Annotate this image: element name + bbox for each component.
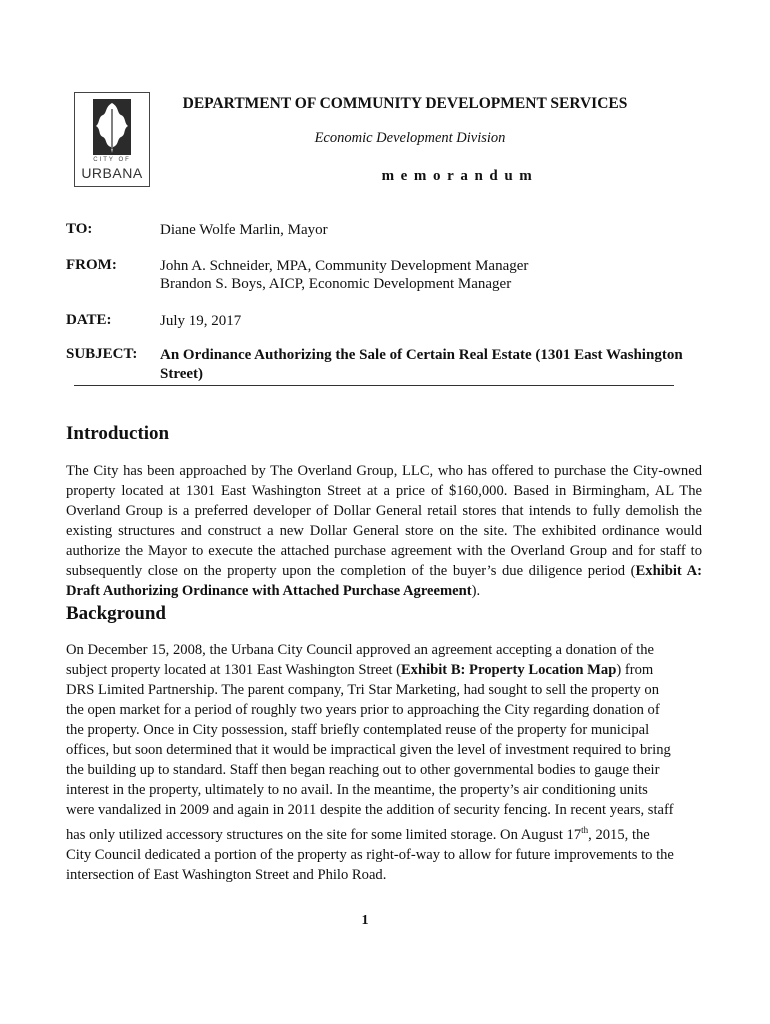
introduction-heading: Introduction <box>66 423 170 444</box>
from-line-2: Brandon S. Boys, AICP, Economic Development Manager <box>160 276 512 292</box>
date-label: DATE: <box>66 312 112 328</box>
division-title: Economic Development Division <box>314 130 506 146</box>
background-line: interest in the property, ultimately to no avail. In the meantime, the property’s air conditioning units <box>66 782 648 798</box>
background-line: has only utilized accessory structures on the site for some limited storage. On August 17th, 2015, the <box>66 825 650 843</box>
to-value: Diane Wolfe Marlin, Mayor <box>160 222 328 238</box>
document-type: memorandum <box>381 168 539 184</box>
header-divider <box>74 385 674 386</box>
logo-city-of-text: CITY OF <box>93 157 131 163</box>
background-line: the open market for a period of roughly two years prior to approaching the City regarding donation of <box>66 702 660 718</box>
background-line: offices, but soon determined that it would be impractical given the level of investment required to bring <box>66 742 671 758</box>
background-line: were vandalized in 2009 and again in 2011 despite the addition of security fencing. In recent years, staff <box>66 802 674 818</box>
exhibit-a-reference: Exhibit A: Draft Authorizing Ordinance with Attached Purchase Agreement <box>66 563 702 599</box>
background-line: subject property located at 1301 East Washington Street (Exhibit B: Property Location Map) from <box>66 662 654 678</box>
introduction-text: The City has been approached by The Overland Group, LLC, who has offered to purchase the City-owned property located at 1301 East Washington Street at a price of $160,000. Based in Birmingham, AL The Overland Group is a preferred developer of Dollar General retail stores that intends to fully demolish the existing structures and construct a new Dollar General store on the site. The exhibited ordinance would authorize the Mayor to execute the attached purchase agreement with the Overland Group and for staff to subsequently close on the property upon the completion of the buyer’s due diligence period ( <box>66 463 702 579</box>
introduction-paragraph <box>66 461 702 601</box>
to-label: TO: <box>66 221 93 237</box>
background-paragraph <box>66 640 702 885</box>
background-line: DRS Limited Partnership. The parent company, Tri Star Marketing, had sought to sell the property on <box>66 682 659 698</box>
background-line: On December 15, 2008, the Urbana City Council approved an agreement accepting a donation of the <box>66 642 655 658</box>
from-label: FROM: <box>66 257 117 273</box>
city-of-urbana-logo <box>74 92 150 187</box>
from-line-1: John A. Schneider, MPA, Community Development Manager <box>160 258 529 274</box>
subject-value: An Ordinance Authorizing the Sale of Certain Real Estate (1301 East Washington Street) <box>160 347 683 382</box>
background-line: intersection of East Washington Street and Philo Road. <box>66 866 387 883</box>
exhibit-b-reference: Exhibit B: Property Location Map <box>400 662 617 678</box>
logo-city-name: URBANA <box>81 165 143 181</box>
background-line: the building up to standard. Staff then began reaching out to other governmental bodies to gauge their <box>66 762 660 778</box>
date-value: July 19, 2017 <box>160 313 242 329</box>
introduction-text-end: ). <box>471 583 481 599</box>
background-line: City Council dedicated a portion of the property as right-of-way to allow for future improvements to the <box>66 846 674 863</box>
background-heading: Background <box>66 603 166 624</box>
oak-leaf-icon <box>83 99 141 155</box>
background-line: the property. Once in City possession, staff briefly contemplated reuse of the property for municipal <box>66 722 650 738</box>
subject-label: SUBJECT: <box>66 346 138 362</box>
page-number: 1 <box>361 913 369 928</box>
department-title: DEPARTMENT OF COMMUNITY DEVELOPMENT SERVICES <box>182 95 628 112</box>
